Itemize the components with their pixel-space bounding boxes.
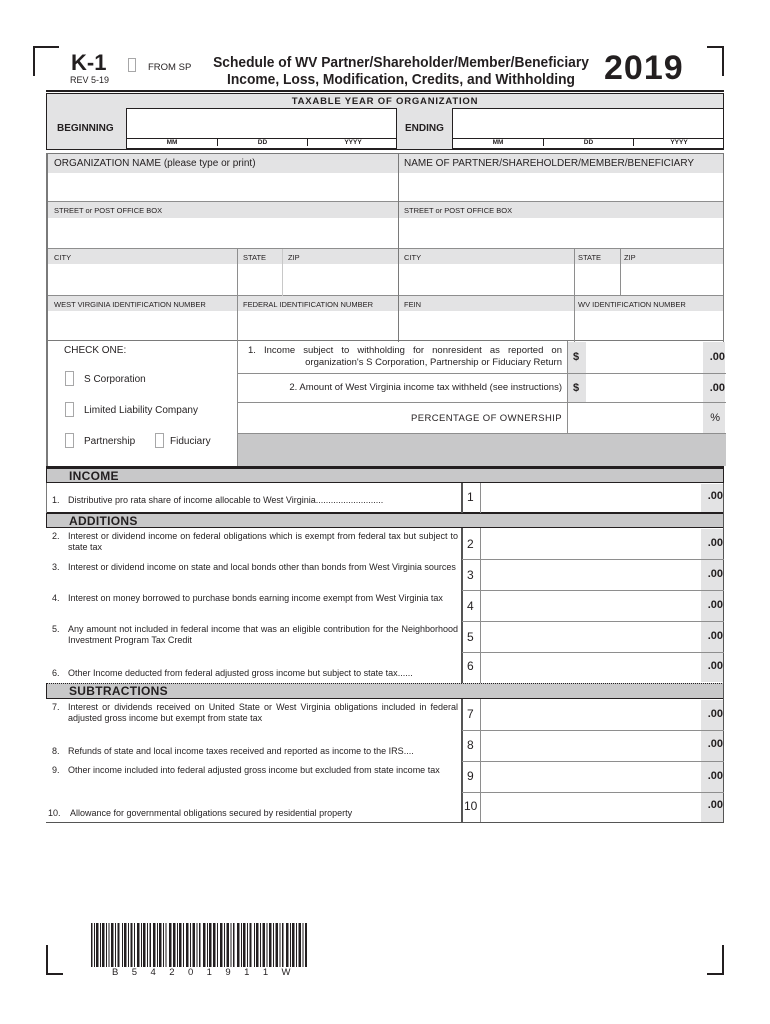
- line-box-number: 9: [467, 769, 474, 783]
- line-7-amount-input[interactable]: [482, 700, 700, 730]
- line-box-number: 10: [464, 799, 478, 813]
- barcode: [91, 923, 307, 967]
- additions-section-header: [46, 512, 724, 528]
- partner-state-input[interactable]: [575, 264, 620, 295]
- fiduciary-checkbox[interactable]: [155, 433, 164, 448]
- partnership-label: Partnership: [84, 436, 136, 447]
- crop-mark-bottom-left: [46, 945, 63, 975]
- org-zip-label: ZIP: [288, 253, 300, 262]
- form-revision: REV 5-19: [70, 75, 110, 85]
- line-9-amount-input[interactable]: [482, 762, 700, 792]
- dollar-sign-icon: $: [568, 342, 586, 373]
- withholding-line2-text: 2. Amount of West Virginia income tax withheld (see instructions): [289, 382, 562, 393]
- form-id: K-1: [71, 50, 107, 75]
- partner-street-label: STREET or POST OFFICE BOX: [404, 206, 513, 215]
- org-city-label: CITY: [54, 253, 72, 262]
- beginning-date-box: [126, 108, 397, 149]
- ending-mm-label: MM: [492, 139, 504, 146]
- org-street-label: STREET or POST OFFICE BOX: [54, 206, 163, 215]
- line-4-cents: .00: [701, 591, 723, 621]
- partner-wv-id-label: WV IDENTIFICATION NUMBER: [578, 300, 686, 309]
- address-grid: [46, 153, 724, 341]
- org-state-label: STATE: [243, 253, 267, 262]
- line-3-cents: .00: [701, 560, 723, 590]
- line-6-cents: .00: [701, 653, 723, 682]
- partner-wv-id-input[interactable]: [575, 311, 724, 341]
- tax-year: 2019: [604, 49, 684, 87]
- ending-yyyy-label: YYYY: [633, 139, 724, 146]
- dollar-sign-icon: $: [568, 374, 586, 402]
- line-box-number: 5: [467, 630, 474, 644]
- s-corporation-label: S Corporation: [84, 374, 146, 385]
- partner-zip-input[interactable]: [621, 264, 724, 295]
- line-1-amount-input[interactable]: [482, 484, 700, 512]
- line-10-amount-input[interactable]: [482, 793, 700, 822]
- withholding-line2-input[interactable]: [587, 374, 702, 402]
- partner-fein-label: FEIN: [404, 300, 422, 309]
- partner-city-label: CITY: [404, 253, 422, 262]
- line-box-number: 6: [467, 659, 474, 673]
- partnership-checkbox[interactable]: [65, 433, 74, 448]
- beginning-label: BEGINNING: [57, 123, 114, 134]
- additions-heading: ADDITIONS: [69, 514, 138, 528]
- line-box-number: 8: [467, 738, 474, 752]
- partner-street-input[interactable]: [399, 218, 724, 248]
- beginning-date-input[interactable]: [127, 109, 396, 137]
- line-box-number: 2: [467, 537, 474, 551]
- ending-date-box: [452, 108, 724, 149]
- line-7-cents: .00: [701, 700, 723, 730]
- partner-state-label: STATE: [578, 253, 602, 262]
- crop-mark-top-left: [33, 46, 59, 76]
- ending-dd-label: DD: [543, 139, 633, 146]
- partner-fein-input[interactable]: [399, 311, 574, 341]
- org-fed-id-label: FEDERAL IDENTIFICATION NUMBER: [243, 300, 374, 309]
- line-3-amount-input[interactable]: [482, 560, 700, 590]
- line-2-cents: .00: [701, 529, 723, 559]
- llc-label: Limited Liability Company: [84, 405, 198, 416]
- line-9-cents: .00: [701, 762, 723, 792]
- org-zip-input[interactable]: [283, 264, 397, 295]
- line-1-cents: .00: [701, 484, 723, 512]
- line-10-cents: .00: [701, 793, 723, 822]
- line-4-amount-input[interactable]: [482, 591, 700, 621]
- from-sp-label: FROM SP: [148, 62, 192, 73]
- llc-checkbox[interactable]: [65, 402, 74, 417]
- barcode-text: B 5 4 2 0 1 9 1 1 W: [112, 967, 297, 978]
- ownership-percentage-input[interactable]: [568, 403, 702, 433]
- partner-zip-label: ZIP: [624, 253, 636, 262]
- withholding-line2-cents: .00: [703, 374, 725, 402]
- partner-name-input[interactable]: [399, 173, 724, 201]
- form-title-line2: Income, Loss, Modification, Credits, and Withholding: [227, 71, 575, 88]
- withholding-line1-input[interactable]: [587, 342, 702, 373]
- line-2-amount-input[interactable]: [482, 529, 700, 559]
- line-8-amount-input[interactable]: [482, 731, 700, 761]
- line-5-cents: .00: [701, 622, 723, 652]
- org-state-input[interactable]: [238, 264, 282, 295]
- ending-label: ENDING: [405, 123, 444, 134]
- withholding-line1-text: 1. Income subject to withholding for nonresident as reported on organization's S Corporation, Partnership or Fiduciary Return: [248, 345, 562, 368]
- ending-date-input[interactable]: [453, 109, 723, 137]
- form-title-line1: Schedule of WV Partner/Shareholder/Member/Beneficiary: [213, 54, 589, 71]
- org-wv-id-label: WEST VIRGINIA IDENTIFICATION NUMBER: [54, 300, 206, 309]
- org-name-label: ORGANIZATION NAME (please type or print): [54, 158, 256, 169]
- crop-mark-bottom-right: [707, 945, 724, 975]
- from-sp-checkbox[interactable]: [128, 58, 136, 72]
- s-corporation-checkbox[interactable]: [65, 371, 74, 386]
- beginning-mm-label: MM: [166, 139, 178, 146]
- line-box-number: 7: [467, 707, 474, 721]
- line-6-amount-input[interactable]: [482, 653, 700, 682]
- entity-withholding-section: [46, 341, 724, 466]
- taxable-year-section: [46, 93, 724, 150]
- line-box-number: 3: [467, 568, 474, 582]
- crop-mark-top-right: [707, 46, 724, 76]
- check-one-label: CHECK ONE:: [64, 345, 127, 356]
- withholding-line1-cents: .00: [703, 342, 725, 373]
- fiduciary-label: Fiduciary: [170, 436, 211, 447]
- org-name-input[interactable]: [48, 173, 397, 201]
- income-heading: INCOME: [69, 469, 119, 483]
- ownership-label: PERCENTAGE OF OWNERSHIP: [410, 413, 562, 424]
- subtractions-heading: SUBTRACTIONS: [69, 684, 168, 698]
- subtractions-section-header: [46, 683, 724, 699]
- org-wv-id-input[interactable]: [48, 311, 236, 341]
- income-section-header: [46, 466, 724, 483]
- line-5-amount-input[interactable]: [482, 622, 700, 652]
- org-fed-id-input[interactable]: [238, 311, 397, 341]
- line-8-cents: .00: [701, 731, 723, 761]
- percent-sign-icon: %: [703, 403, 725, 433]
- header-rule: [46, 90, 724, 92]
- partner-name-label: NAME OF PARTNER/SHAREHOLDER/MEMBER/BENEFICIARY: [404, 158, 695, 169]
- taxable-year-heading: TAXABLE YEAR OF ORGANIZATION: [291, 96, 479, 107]
- org-city-input[interactable]: [48, 264, 236, 295]
- line-box-number: 4: [467, 599, 474, 613]
- line-box-number: 1: [467, 490, 474, 504]
- beginning-dd-label: DD: [217, 139, 307, 146]
- barcode-icon: [91, 923, 307, 967]
- beginning-yyyy-label: YYYY: [307, 139, 398, 146]
- partner-city-input[interactable]: [399, 264, 574, 295]
- org-street-input[interactable]: [48, 218, 397, 248]
